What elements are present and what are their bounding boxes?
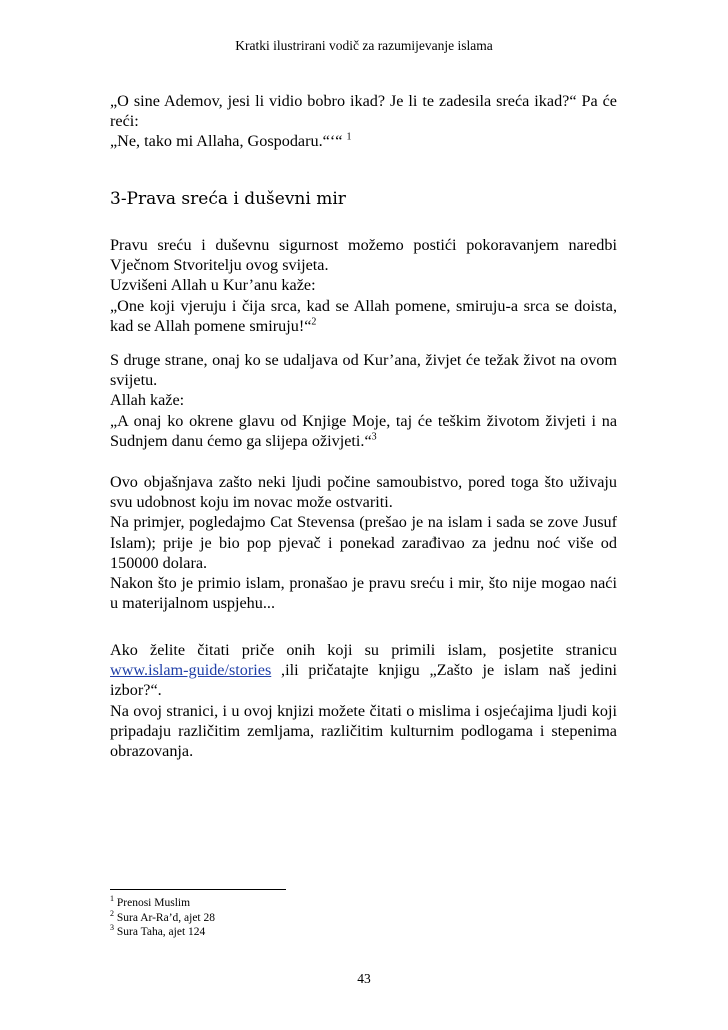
- block4-rest: ,ili pričatajte knjigu „Zašto je islam naš jedini izbor?“.: [110, 661, 617, 700]
- block3-paragraph-2: Na primjer, pogledajmo Cat Stevensa (prešao je na islam i sada se zove Jusuf Islam); prije je bio pop pjevač i ponekad zarađivao za jednu noć više od 150000 dolara.: [110, 513, 617, 572]
- block2-paragraph-2: Allah kaže:: [110, 391, 185, 410]
- block1-quote: „One koji vjeruju i čija srca, kad se Allah pomene, smiruju-a srca se doista, kad se Allah pomene smiruju!“: [110, 296, 617, 335]
- running-header: Kratki ilustrirani vodič za razumijevanje islama: [235, 38, 493, 53]
- block2-quote: „A onaj ko okrene glavu od Knjige Moje, taj će teškim životom živjeti i na Sudnjem danu ćemo ga slijepa oživjeti.“: [110, 411, 617, 450]
- footnote-ref-2: 2: [311, 316, 317, 328]
- opening-line-1: „O sine Ademov, jesi li vidio bobro ikad? Je li te zadesila sreća ikad?“ Pa će reći:: [110, 92, 617, 131]
- footnote-ref-1: 1: [346, 132, 352, 144]
- footnote-2-text: Sura Ar-Ra’d, ajet 28: [116, 911, 216, 924]
- section-heading: 3-Prava sreća i duševni mir: [110, 189, 346, 209]
- opening-line-2: [110, 131, 617, 151]
- page-number: 43: [357, 971, 371, 986]
- footnote-2-number: 2: [110, 908, 114, 918]
- stories-link[interactable]: www.islam-guide/stories: [110, 661, 272, 680]
- block1-paragraph-2: Uzvišeni Allah u Kur’anu kaže:: [110, 276, 316, 295]
- footnote-3: [110, 925, 215, 940]
- footnote-1: [110, 896, 215, 911]
- block1-paragraph-3: [110, 296, 617, 336]
- paragraph-block-3: [110, 472, 617, 613]
- footnote-1-text: Prenosi Muslim: [116, 897, 191, 909]
- footnote-3-text: Sura Taha, ajet 124: [116, 926, 206, 938]
- footnote-3-number: 3: [110, 923, 114, 933]
- block3-paragraph-1: Ovo objašnjava zašto neki ljudi počine samoubistvo, pored toga što uživaju svu udobnost koju im novac može ostvariti.: [110, 473, 617, 512]
- block4-paragraph-2: Na ovoj stranici, i u ovoj knjizi možete čitati o mislima i osjećajima ljudi koji pripadaju različitim zemljama, različitim kulturnim podlogama i stepenima obrazovanja.: [110, 701, 617, 761]
- footnote-2: [110, 908, 216, 926]
- paragraph-block-1: [110, 235, 617, 336]
- block1-paragraph-1: Pravu sreću i duševnu sigurnost možemo postići pokoravanjem naredbi Vječnom Stvoritelju ovog svijeta.: [110, 236, 617, 275]
- footnotes: [110, 896, 215, 940]
- paragraph-block-2: [110, 350, 617, 451]
- opening-quote: [110, 91, 617, 152]
- block3-paragraph-3: Nakon što je primio islam, pronašao je pravu sreću i mir, što nije mogao naći u materijalnom uspjehu...: [110, 574, 617, 613]
- block4-paragraph-1: [110, 640, 617, 701]
- paragraph-block-4: [110, 640, 617, 761]
- footnote-separator: [110, 889, 286, 890]
- footnote-ref-3: 3: [371, 431, 377, 443]
- block2-paragraph-3: [110, 411, 617, 451]
- block4-intro: Ako želite čitati priče onih koji su primili islam, posjetite stranicu: [110, 641, 617, 659]
- block2-paragraph-1: S druge strane, onaj ko se udaljava od Kur’ana, živjet će težak život na ovom svijetu.: [110, 351, 617, 390]
- opening-line-2-text: „Ne, tako mi Allaha, Gospodaru.“‘“: [110, 132, 343, 151]
- footnote-1-number: 1: [110, 894, 114, 904]
